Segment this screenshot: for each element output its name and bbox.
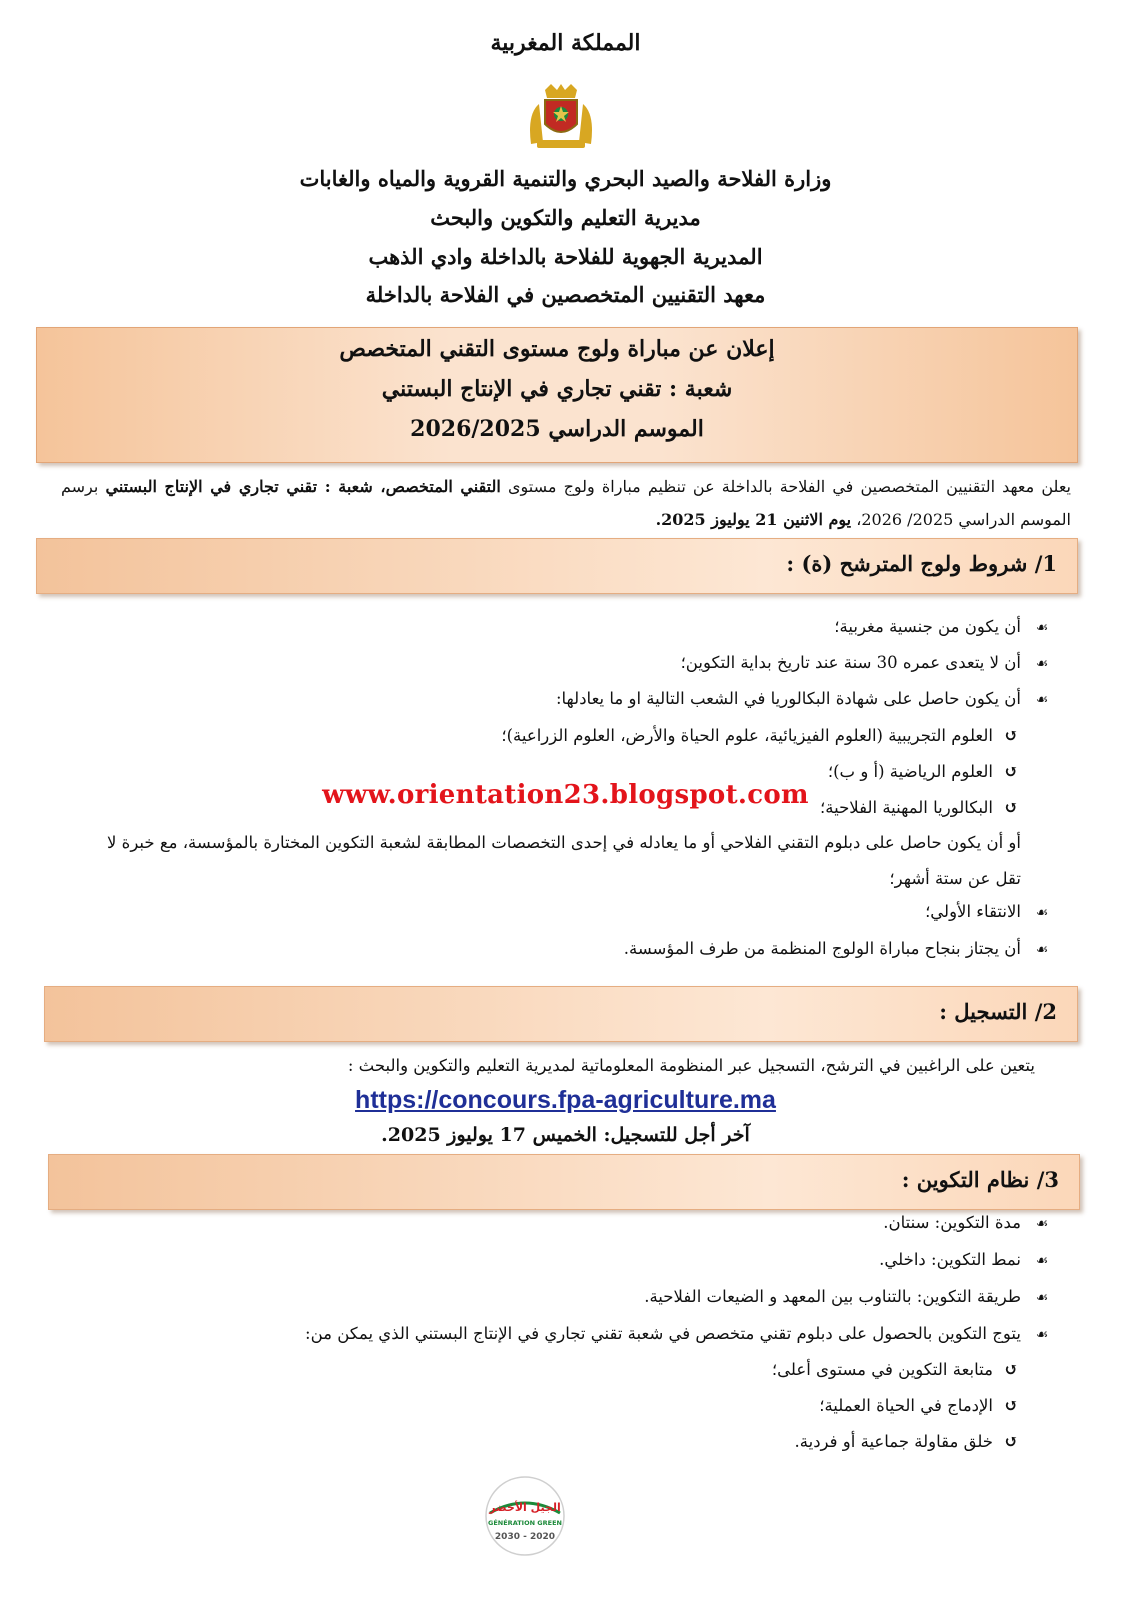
registration-deadline: آخر أجل للتسجيل: الخميس 17 يوليوز 2025. [381, 1124, 750, 1146]
announcement-line3: الموسم الدراسي 2026/2025 [410, 416, 704, 442]
arrow-circle-icon: ↺ [1003, 1432, 1019, 1452]
section3-title: 3/ نظام التكوين : [901, 1167, 1059, 1192]
list-item: ☙نمط التكوين: داخلي. [879, 1250, 1055, 1269]
intro-text-2: برسم الموسم الدراسي 2025/ 2026، [61, 477, 1071, 529]
pointing-hand-icon: ☙ [1035, 1290, 1049, 1306]
list-item: ☙مدة التكوين: سنتان. [883, 1213, 1055, 1232]
list-item: ↺العلوم الرياضية (أ و ب)؛ [828, 762, 1021, 782]
list-item: ↺خلق مقاولة جماعية أو فردية. [795, 1432, 1021, 1452]
watermark-link[interactable]: www.orientation23.blogspot.com [322, 780, 809, 810]
generation-green-logo [484, 1475, 566, 1557]
list-item: ↺الإدماج في الحياة العملية؛ [819, 1396, 1021, 1416]
section3-header [48, 1154, 1080, 1210]
list-item: ↺متابعة التكوين في مستوى أعلى؛ [772, 1360, 1021, 1380]
list-item: ☙طريقة التكوين: بالتناوب بين المعهد و الضيعات الفلاحية. [644, 1287, 1055, 1306]
section1-header [36, 538, 1078, 594]
alternative-condition: أو أن يكون حاصل على دبلوم التقني الفلاحي أو ما يعادله في إحدى التخصصات المطابقة لشعبة التكوين المختارة بالمؤسسة، مع خبرة لا تقل عن ستة أشهر؛ [107, 833, 1021, 888]
logo-arabic-text: الجيل الأخضر [489, 1501, 561, 1514]
pointing-hand-icon: ☙ [1035, 692, 1049, 708]
arrow-circle-icon: ↺ [1003, 798, 1019, 818]
pointing-hand-icon: ☙ [1035, 905, 1049, 921]
announcement-line1: إعلان عن مباراة ولوج مستوى التقني المتخصص [339, 336, 775, 362]
arrow-circle-icon: ↺ [1003, 1360, 1019, 1380]
ministry-title: وزارة الفلاحة والصيد البحري والتنمية القروية والمياه والغابات [299, 166, 832, 191]
pointing-hand-icon: ☙ [1035, 1253, 1049, 1269]
list-item: ↺العلوم التجريبية (العلوم الفيزيائية، علوم الحياة والأرض، العلوم الزراعية)؛ [501, 726, 1021, 746]
regional-directorate-title: المديرية الجهوية للفلاحة بالداخلة وادي الذهب [368, 244, 763, 269]
intro-paragraph [61, 470, 1071, 536]
pointing-hand-icon: ☙ [1035, 1216, 1049, 1232]
pointing-hand-icon: ☙ [1035, 656, 1049, 672]
section1-title: 1/ شروط ولوج المترشح (ة) : [786, 551, 1057, 576]
registration-link[interactable]: https://concours.fpa-agriculture.ma [355, 1086, 776, 1114]
arrow-circle-icon: ↺ [1003, 762, 1019, 782]
logo-years-text: 2020 - 2030 [494, 1532, 556, 1542]
pointing-hand-icon: ☙ [1035, 1327, 1049, 1343]
registration-text: يتعين على الراغبين في الترشح، التسجيل عبر المنظومة المعلوماتية لمديرية التعليم والتكوين والبحث : [347, 1056, 1035, 1075]
section2-header [44, 986, 1078, 1042]
list-item: ☙أن لا يتعدى عمره 30 سنة عند تاريخ بداية التكوين؛ [681, 653, 1055, 672]
directorate-title: مديرية التعليم والتكوين والبحث [430, 205, 701, 230]
announcement-line2: شعبة : تقني تجاري في الإنتاج البستني [381, 376, 733, 402]
arrow-circle-icon: ↺ [1003, 726, 1019, 746]
intro-bold-2: يوم الاثنين 21 يوليوز 2025. [655, 510, 852, 529]
pointing-hand-icon: ☙ [1035, 620, 1049, 636]
arrow-circle-icon: ↺ [1003, 1396, 1019, 1416]
list-item: ☙أن يجتاز بنجاح مباراة الولوج المنظمة من طرف المؤسسة. [624, 939, 1055, 958]
royal-emblem-icon [517, 84, 605, 150]
intro-text-1: يعلن معهد التقنيين المتخصصين في الفلاحة بالداخلة عن تنظيم مباراة ولوج مستوى [500, 477, 1072, 496]
intro-bold-1: التقني المتخصص، شعبة : تقني تجاري في الإنتاج البستني [105, 477, 501, 496]
section2-title: 2/ التسجيل : [939, 999, 1057, 1024]
list-item: ☙يتوج التكوين بالحصول على دبلوم تقني متخصص في شعبة تقني تجاري في الإنتاج البستني الذي يمكن من: [305, 1324, 1055, 1343]
pointing-hand-icon: ☙ [1035, 942, 1049, 958]
list-item: ↺البكالوريا المهنية الفلاحية؛ [820, 798, 1021, 818]
logo-english-text: GÉNÉRATION GREEN [488, 1519, 562, 1527]
list-item: ☙الانتقاء الأولي؛ [925, 902, 1055, 921]
announcement-box [36, 327, 1078, 463]
list-item: ☙أن يكون من جنسية مغربية؛ [834, 617, 1055, 636]
institute-title: معهد التقنيين المتخصصين في الفلاحة بالداخلة [365, 282, 766, 307]
list-item: ☙أن يكون حاصل على شهادة البكالوريا في الشعب التالية او ما يعادلها: [556, 689, 1055, 708]
kingdom-title: المملكة المغربية [490, 30, 641, 56]
